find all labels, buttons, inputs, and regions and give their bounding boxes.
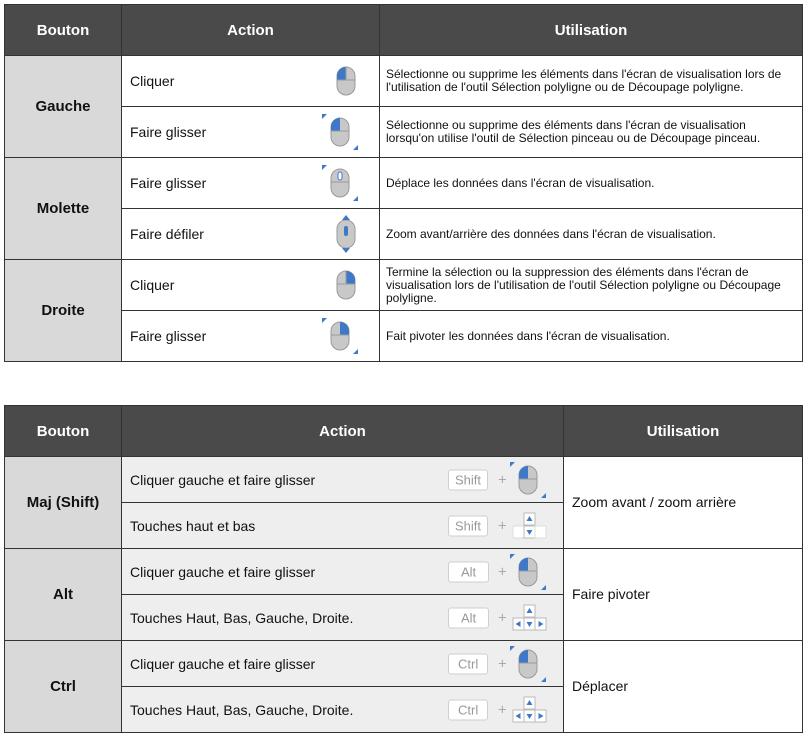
action-cell — [122, 158, 380, 209]
key-ctrl-label: Ctrl — [5, 641, 122, 733]
button-wheel-label: Molette — [5, 158, 122, 260]
shift-key-icon: Shift — [448, 469, 488, 490]
table-row — [5, 549, 803, 595]
usage-cell: Déplace les données dans l'écran de visualisation. — [380, 158, 803, 209]
header-button: Bouton — [5, 5, 122, 56]
shift-key-icon: Shift — [448, 515, 488, 536]
ctrl-key-icon: Ctrl — [448, 699, 488, 720]
action-cell — [122, 260, 380, 311]
action-cell — [122, 595, 564, 641]
header-usage: Utilisation — [564, 406, 803, 457]
usage-cell: Termine la sélection ou la suppression des éléments dans l'écran de visualisation lors de l'utilisation de l'outil Sélection polyligne ou Découpage polyligne. — [380, 260, 803, 311]
mouse-left-drag-icon — [320, 112, 360, 152]
plus-sign: + — [498, 701, 507, 718]
usage-cell: Zoom avant/arrière des données dans l'écran de visualisation. — [380, 209, 803, 260]
mouse-left-drag-icon — [508, 644, 548, 684]
header-action: Action — [122, 406, 564, 457]
action-cell — [122, 56, 380, 107]
mouse-buttons-table — [4, 4, 803, 362]
plus-sign: + — [498, 517, 507, 534]
ctrl-key-icon: Ctrl — [448, 653, 488, 674]
action-cell — [122, 687, 564, 733]
table-row — [5, 457, 803, 503]
action-cell — [122, 641, 564, 687]
action-label: Cliquer gauche et faire glisser — [130, 471, 316, 488]
action-label: Faire glisser — [130, 124, 207, 140]
plus-sign: + — [498, 471, 507, 488]
action-label: Faire glisser — [130, 175, 207, 191]
arrow-keys-icon — [512, 696, 548, 724]
key-alt-label: Alt — [5, 549, 122, 641]
table-row — [5, 158, 803, 209]
table-row — [5, 641, 803, 687]
alt-key-icon: Alt — [448, 607, 489, 628]
mouse-wheel-scroll-icon — [328, 214, 364, 254]
action-cell — [122, 457, 564, 503]
action-cell — [122, 209, 380, 260]
action-label: Cliquer gauche et faire glisser — [130, 563, 316, 580]
plus-sign: + — [498, 609, 507, 626]
table-row — [5, 56, 803, 107]
mouse-left-drag-icon — [508, 460, 548, 500]
usage-cell: Faire pivoter — [564, 549, 803, 641]
button-right-label: Droite — [5, 260, 122, 362]
usage-cell: Zoom avant / zoom arrière — [564, 457, 803, 549]
arrow-keys-up-down-icon — [512, 512, 548, 540]
table-row — [5, 209, 803, 260]
action-label: Cliquer gauche et faire glisser — [130, 655, 316, 672]
table-row — [5, 260, 803, 311]
mouse-left-drag-icon — [508, 552, 548, 592]
mouse-right-click-icon — [328, 267, 364, 303]
action-cell — [122, 549, 564, 595]
plus-sign: + — [498, 563, 507, 580]
header-button: Bouton — [5, 406, 122, 457]
plus-sign: + — [498, 655, 507, 672]
mouse-wheel-drag-icon — [320, 163, 360, 203]
table-header-row — [5, 406, 803, 457]
header-action: Action — [122, 5, 380, 56]
usage-cell: Sélectionne ou supprime des éléments dans l'écran de visualisation lorsqu'on utilise l'outil de Sélection pinceau ou de Découpage pinceau. — [380, 107, 803, 158]
action-label: Cliquer — [130, 73, 175, 89]
key-shift-label: Maj (Shift) — [5, 457, 122, 549]
action-cell — [122, 311, 380, 362]
alt-key-icon: Alt — [448, 561, 489, 582]
modifier-keys-table — [4, 405, 803, 733]
action-cell — [122, 107, 380, 158]
action-label: Touches Haut, Bas, Gauche, Droite. — [130, 701, 354, 718]
header-usage: Utilisation — [380, 5, 803, 56]
usage-cell: Fait pivoter les données dans l'écran de visualisation. — [380, 311, 803, 362]
action-label: Faire glisser — [130, 328, 207, 344]
action-label: Touches Haut, Bas, Gauche, Droite. — [130, 609, 354, 626]
mouse-left-click-icon — [328, 63, 364, 99]
table-header-row — [5, 5, 803, 56]
action-label: Touches haut et bas — [130, 517, 256, 534]
button-left-label: Gauche — [5, 56, 122, 158]
action-cell — [122, 503, 564, 549]
table-row — [5, 107, 803, 158]
action-label: Faire défiler — [130, 226, 204, 242]
usage-cell: Sélectionne ou supprime les éléments dans l'écran de visualisation lors de l'utilisation de l'outil Sélection polyligne ou de Découpage polyligne. — [380, 56, 803, 107]
table-row — [5, 311, 803, 362]
mouse-right-drag-icon — [320, 316, 360, 356]
action-label: Cliquer — [130, 277, 175, 293]
usage-cell: Déplacer — [564, 641, 803, 733]
arrow-keys-icon — [512, 604, 548, 632]
